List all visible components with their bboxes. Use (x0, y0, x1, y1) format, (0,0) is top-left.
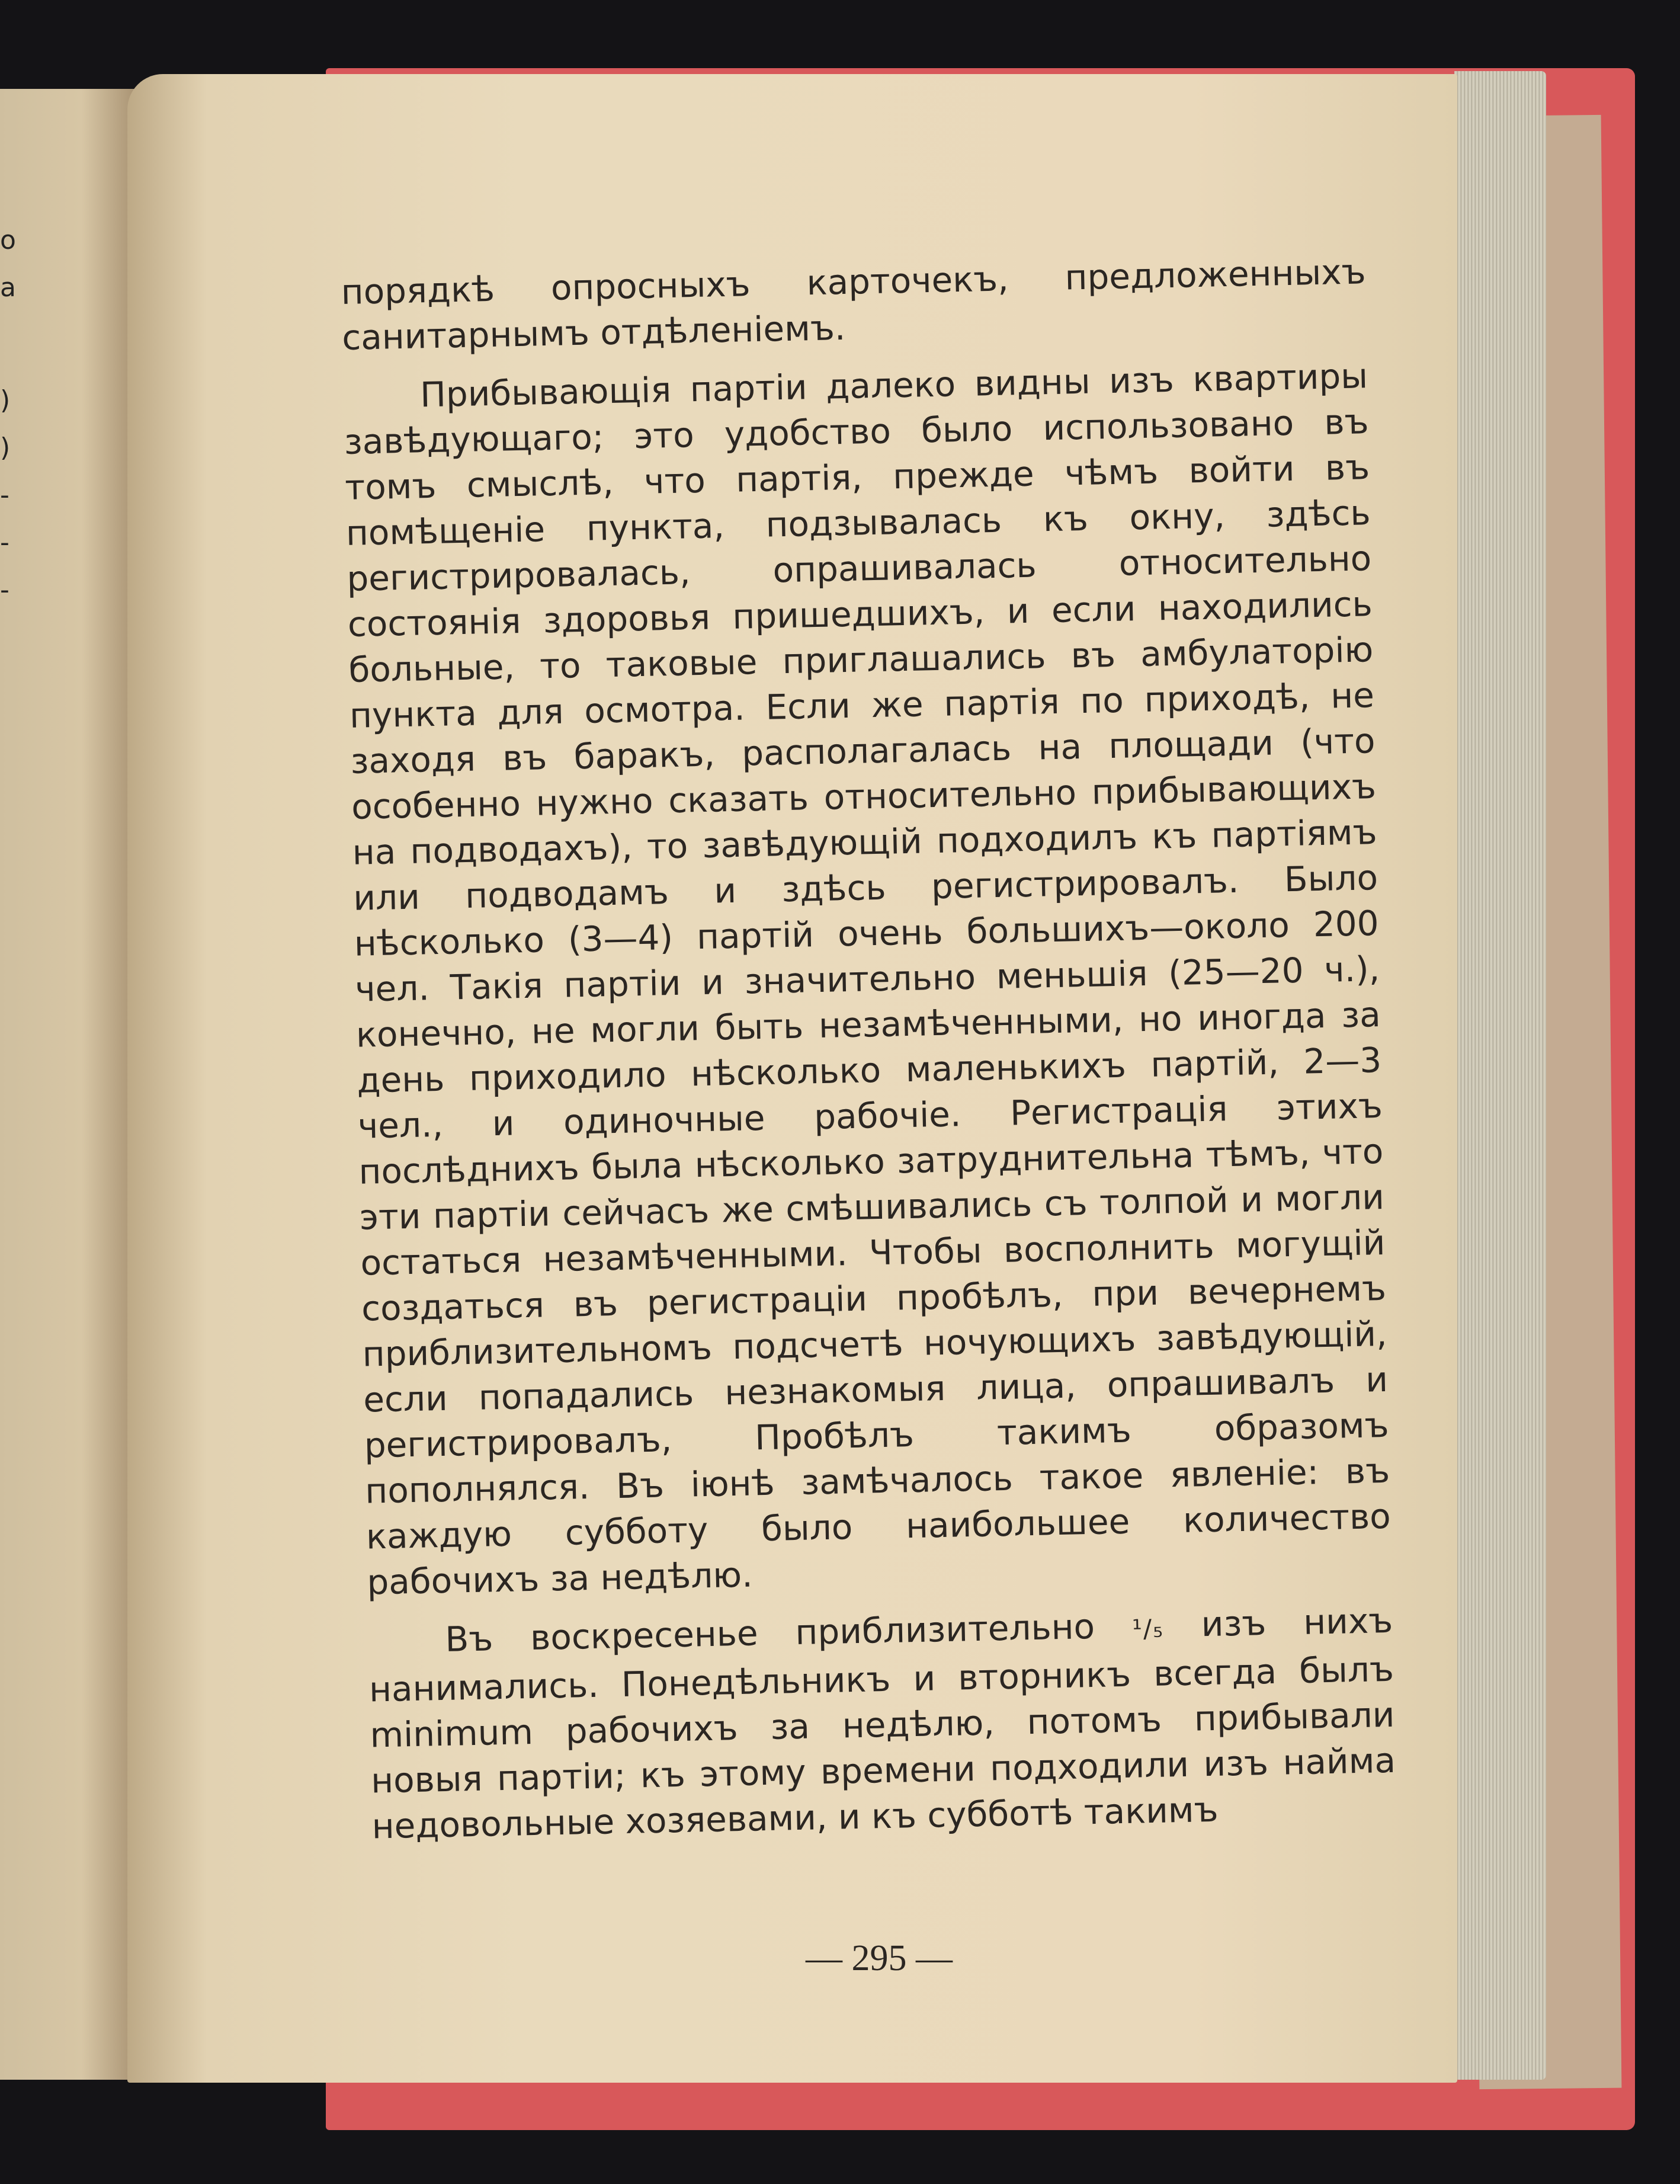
left-page-fragment: о (0, 225, 16, 255)
left-page-fragment: - (0, 527, 9, 558)
fraction: ¹/₅ (1131, 1613, 1165, 1644)
paragraph-3 (368, 1598, 1397, 1850)
paragraph-3-lead: Въ воскресенье приблизительно (444, 1605, 1133, 1660)
paragraph-1: порядкѣ опросныхъ карточекъ, предложенныхъ санитарнымъ отдѣленіемъ. (341, 251, 1367, 358)
book-page (127, 74, 1457, 2083)
page-number: — 295 — (806, 1938, 953, 1978)
left-page-fragment: а (0, 273, 16, 303)
paragraph-2: Прибывающія партіи далеко видны изъ квартиры завѣдующаго; это удобство было использовано въ томъ смыслѣ, что партія, прежде чѣмъ войти въ помѣщеніе пункта, подзывалась къ окну, здѣсь регистрировалась, опрашивалась относительно состоянія здоровья пришедшихъ, и если находились больные, то таковые приглашались въ амбулаторію пункта для осмотра. Если же партія по приходѣ, не заходя въ баракъ, располагалась на площади (что особенно нужно сказать относительно прибывающихъ на подводахъ), то завѣдующій подходилъ къ партіямъ или подводамъ и здѣсь регистрировалъ. Было нѣсколько (3—4) партій очень большихъ—около 200 чел. Такія партіи и значительно меньшія (25—20 ч.), конечно, не могли быть незамѣченными, но иногда за день приходило нѣсколько маленькихъ партій, 2—3 чел., и одиночные рабочіе. Регистрація этихъ послѣднихъ была нѣсколько затруднительна тѣмъ, что эти партіи сейчасъ же смѣшивались съ толпой и могли остаться незамѣченными. Чтобы восполнить могущій создаться въ регистраціи пробѣлъ, при вечернемъ приблизительномъ подсчетѣ ночующихъ завѣдующій, если попадались незнакомыя лица, опрашивалъ и регистрировалъ, Пробѣлъ такимъ образомъ пополнялся. Въ іюнѣ замѣчалось такое явленіе: въ каждую субботу было наибольшее количество рабочихъ за недѣлю. (344, 356, 1392, 1603)
left-page-fragment: ) (0, 433, 11, 463)
paragraph-3-after-fraction: изъ нихъ (1163, 1600, 1393, 1645)
left-page-fragment: - (0, 575, 9, 605)
left-page-fragment: ) (0, 385, 11, 415)
left-page-fragment: - (0, 480, 9, 510)
page-body-text (341, 249, 1397, 1862)
page-edges (1454, 71, 1546, 2080)
paragraph-3-rest: нанимались. Понедѣльникъ и вторникъ всегда былъ minimum рабочихъ за недѣлю, потомъ прибывали новыя партіи; къ этому времени подходили изъ найма недовольные хозяевами, и къ субботѣ такимъ (368, 1648, 1396, 1847)
left-page (0, 89, 136, 2080)
